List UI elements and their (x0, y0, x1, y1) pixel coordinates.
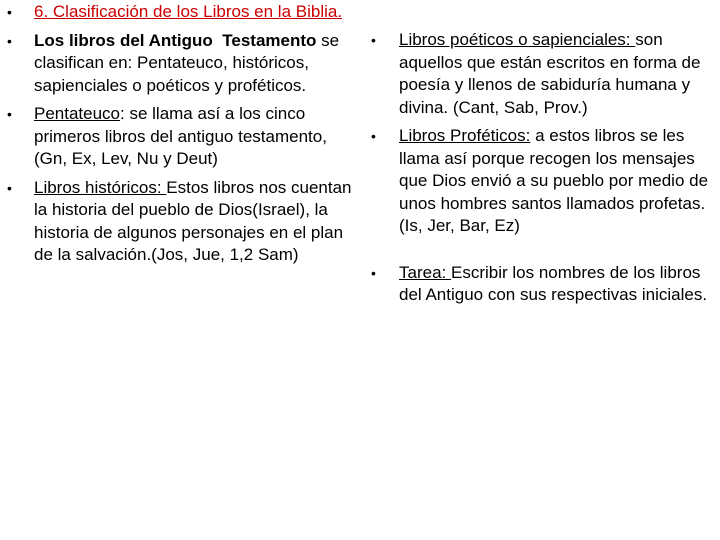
poeticos-term: Libros poéticos o sapienciales: (399, 30, 636, 49)
list-item-heading (0, 1, 362, 24)
list-item-intro (0, 30, 362, 98)
right-bullet-list (362, 29, 720, 307)
bullet: • (371, 128, 376, 144)
intro-text: se clasifican en: Pentateuco, históricos, sapienciales o poéticos y proféticos. (34, 30, 340, 95)
right-column (362, 0, 720, 307)
section-heading: 6. Clasificación de los Libros en la Biblia. (34, 2, 343, 21)
tarea-text: Escribir los nombres de los libros del Antiguo con sus respectivas iniciales. (399, 262, 708, 304)
left-column (0, 0, 362, 267)
list-item-poeticos (362, 29, 720, 119)
bullet: • (7, 4, 12, 20)
bullet: • (7, 179, 12, 196)
historicos-text: Estos libros nos cuentan la historia del pueblo de Dios(Israel), la historia de algunos personajes en el plan de la salvación.(Jos, Jue, 1,2 Sam) (34, 177, 352, 264)
tarea-term: Tarea: (399, 262, 451, 282)
list-item-pentateuco (0, 103, 362, 171)
profeticos-text: a estos libros se les llama así porque recogen los mensajes que Dios envió a su pueblo por medio de unos hombres santos llamados profetas.(Is, Jer, Bar, Ez) (399, 126, 709, 235)
pentateuco-term: Pentateuco (34, 104, 121, 123)
list-item-tarea (362, 262, 720, 307)
list-item-profeticos (362, 125, 720, 238)
bullet: • (7, 106, 12, 122)
intro-lead: Los libros del Antiguo Testamento (34, 30, 317, 50)
profeticos-term: Libros Proféticos: (399, 126, 531, 145)
list-item-historicos (0, 177, 362, 267)
bullet: • (371, 264, 376, 281)
poeticos-text: son aquellos que están escritos en forma de poesía y llenos de sabiduría humana y divina. (Cant, Sab, Prov.) (399, 30, 701, 117)
bullet: • (7, 32, 12, 49)
historicos-term: Libros históricos: (34, 177, 167, 197)
left-bullet-list (0, 1, 362, 267)
pentateuco-text: : se llama así a los cinco primeros libros del antiguo testamento, (Gn, Ex, Lev, Nu y Deut) (34, 104, 327, 168)
bullet: • (371, 32, 376, 48)
